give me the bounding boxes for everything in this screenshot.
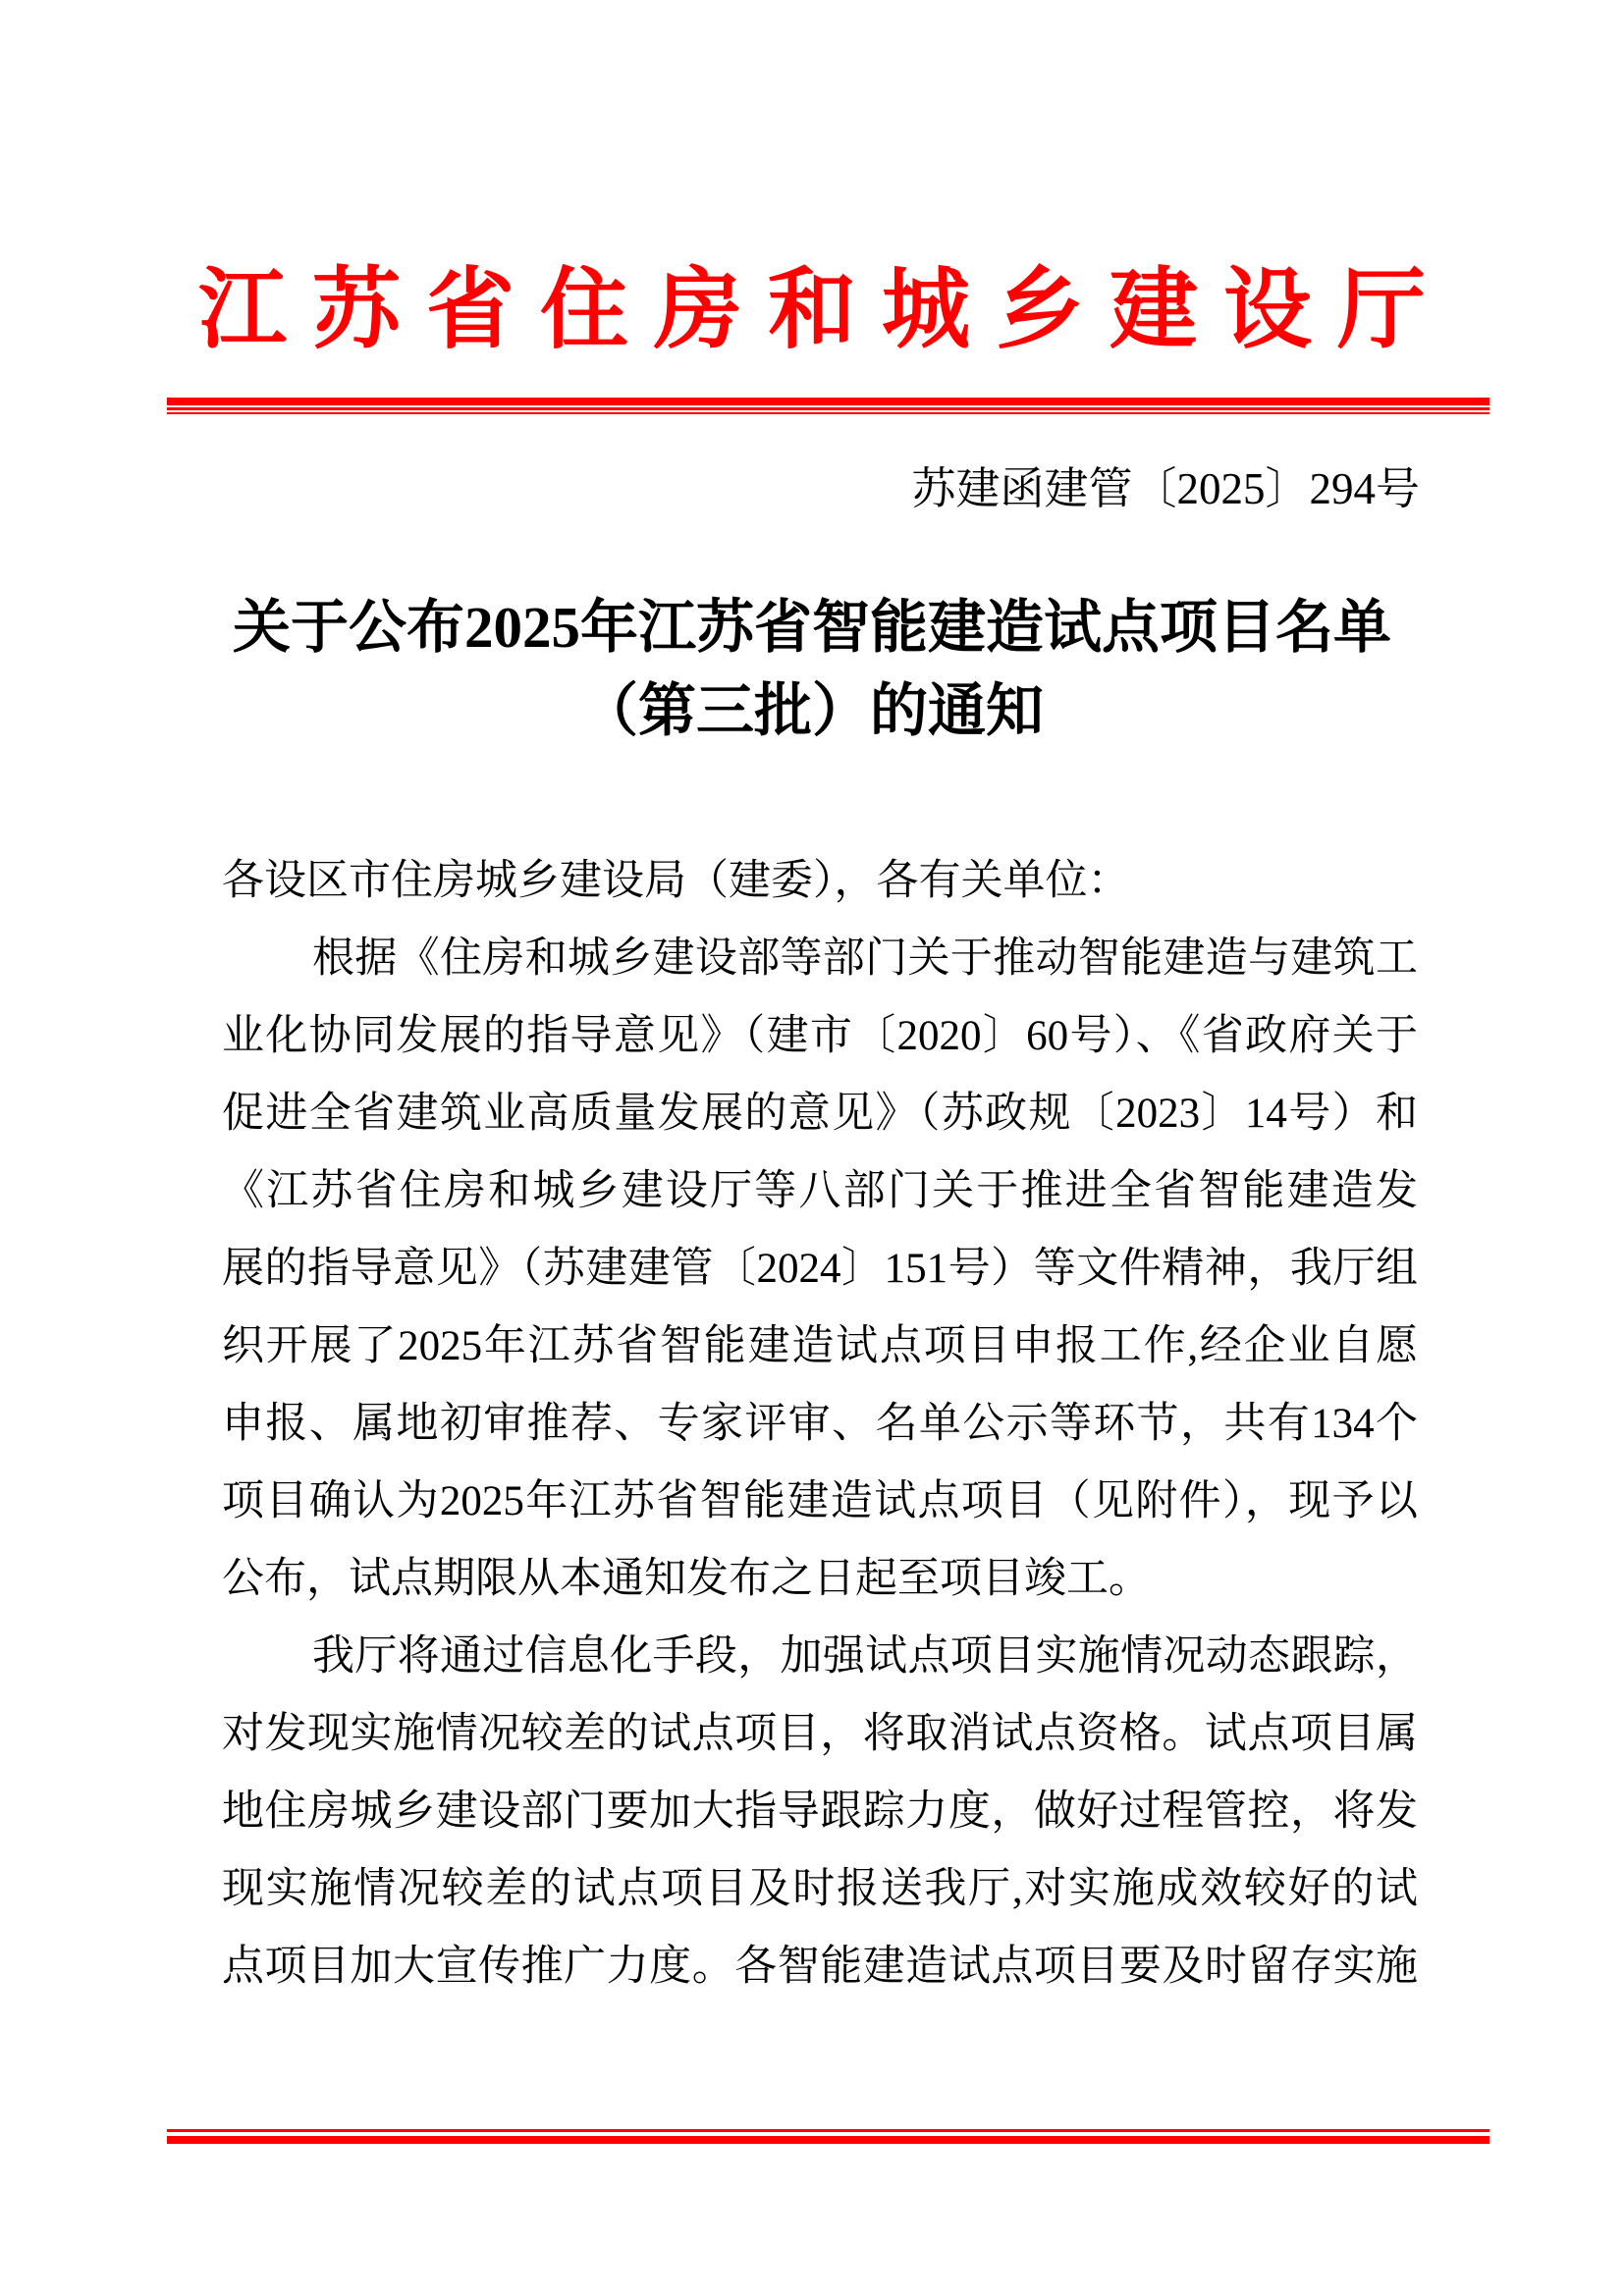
red-rule-thick <box>167 398 1489 405</box>
doc-title-line2: （第三批）的通知 <box>579 678 1044 743</box>
body-line: 我厅将通过信息化手段，加强试点项目实施情况动态跟踪， <box>312 1633 1418 1680</box>
doc-title <box>0 586 1624 753</box>
body-line: 现实施情况较差的试点项目及时报送我厅,对实施成效较好的试 <box>222 1866 1418 1912</box>
body-line: 地住房城乡建设部门要加大指导跟踪力度，做好过程管控，将发 <box>222 1789 1418 1835</box>
red-separator-bottom <box>167 2129 1489 2144</box>
body-line: 展的指导意见》（苏建建管〔2024〕151号）等文件精神，我厅组 <box>222 1246 1418 1292</box>
body-line: 项目确认为2025年江苏省智能建造试点项目（见附件），现予以 <box>222 1478 1418 1524</box>
body-line: 织开展了2025年江苏省智能建造试点项目申报工作,经企业自愿 <box>222 1323 1418 1369</box>
agency-header: 江苏省住房和城乡建设厅 <box>198 262 1451 359</box>
salutation: 各设区市住房城乡建设局（建委），各有关单位： <box>222 858 1130 904</box>
body-line: 促进全省建筑业高质量发展的意见》（苏政规〔2023〕14号）和 <box>222 1091 1418 1137</box>
red-rule-thin <box>167 412 1489 414</box>
body-line: 对发现实施情况较差的试点项目，将取消试点资格。试点项目属 <box>222 1711 1418 1757</box>
doc-body <box>222 842 1418 2005</box>
red-rule-thick <box>167 2136 1489 2144</box>
doc-title-line1: 关于公布2025年江苏省智能建造试点项目名单 <box>232 595 1391 660</box>
body-line: 《江苏省住房和城乡建设厅等八部门关于推进全省智能建造发 <box>222 1168 1418 1214</box>
red-separator-top <box>167 398 1489 414</box>
body-line: 公布，试点期限从本通知发布之日起至项目竣工。 <box>222 1556 1151 1602</box>
body-line: 业化协同发展的指导意见》（建市〔2020〕60号）、《省政府关于 <box>222 1013 1418 1059</box>
body-line: 申报、属地初审推荐、专家评审、名单公示等环节，共有134个 <box>222 1401 1418 1447</box>
doc-number: 苏建函建管〔2025〕294号 <box>911 464 1420 513</box>
body-line: 点项目加大宣传推广力度。各智能建造试点项目要及时留存实施 <box>222 1944 1418 1990</box>
body-line: 根据《住房和城乡建设部等部门关于推动智能建造与建筑工 <box>312 935 1418 982</box>
